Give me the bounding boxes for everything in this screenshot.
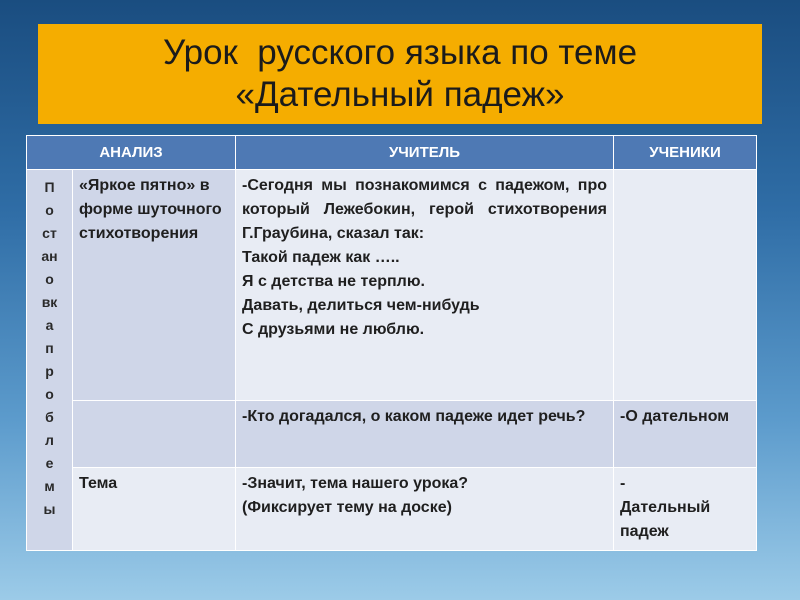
- teacher-text: [236, 468, 613, 526]
- vertical-label-part: м: [44, 478, 55, 494]
- analysis-text: «Яркое пятно» в форме шуточного стихотворения: [79, 177, 222, 242]
- students-line: падеж: [620, 523, 669, 540]
- table-row: [27, 401, 757, 468]
- table-row: [27, 468, 757, 551]
- vertical-label-part: о: [45, 271, 54, 287]
- students-line: Дательный: [620, 499, 711, 516]
- students-line: -: [620, 475, 626, 492]
- teacher-cell: [236, 468, 614, 551]
- teacher-text: -Кто догадался, о каком падеже идет речь?: [242, 408, 586, 425]
- vertical-label-part: о: [45, 202, 54, 218]
- vertical-label-part: вк: [41, 294, 58, 310]
- students-text: [614, 468, 756, 550]
- vertical-label-part: б: [45, 409, 54, 425]
- poem-line: Я с детства не терплю.: [242, 273, 425, 290]
- vertical-label-part: о: [45, 386, 54, 402]
- vertical-label-part: р: [45, 363, 54, 379]
- vertical-label-cell: [27, 170, 73, 551]
- slide-title: [38, 24, 762, 124]
- teacher-intro: -Сегодня мы познакомимся с падежом, про который Лежебокин, герой стихотворения Г.Граубина, сказал так:: [242, 177, 608, 242]
- table-header-row: [27, 136, 757, 170]
- students-cell: [614, 170, 757, 401]
- poem-line: Давать, делиться чем-нибудь: [242, 297, 480, 314]
- poem-line: С друзьями не люблю.: [242, 321, 425, 338]
- teacher-line: -Значит, тема нашего урока?: [242, 475, 469, 492]
- teacher-poem: [242, 246, 607, 342]
- header-students: УЧЕНИКИ: [614, 136, 757, 170]
- teacher-text: [236, 170, 613, 348]
- teacher-cell: [236, 401, 614, 468]
- vertical-label-part: е: [45, 455, 54, 471]
- teacher-cell: [236, 170, 614, 401]
- header-teacher: УЧИТЕЛЬ: [236, 136, 614, 170]
- students-text: -О дательном: [620, 408, 730, 425]
- teacher-line: (Фиксирует тему на доске): [242, 499, 452, 516]
- poem-line: Такой падеж как …..: [242, 249, 400, 266]
- vertical-label-part: ан: [41, 248, 58, 264]
- analysis-cell: [73, 468, 236, 551]
- vertical-label-part: ст: [42, 225, 57, 241]
- analysis-text: [73, 401, 235, 411]
- vertical-label-part: л: [45, 432, 54, 448]
- vertical-label-part: п: [45, 340, 54, 356]
- slide-title-line-2: «Дательный падеж»: [235, 75, 565, 114]
- analysis-cell: [73, 170, 236, 401]
- header-analysis: АНАЛИЗ: [27, 136, 236, 170]
- lesson-table: [26, 135, 757, 551]
- analysis-text: Тема: [79, 475, 118, 492]
- vertical-label-part: ы: [43, 501, 56, 517]
- students-cell: [614, 401, 757, 468]
- students-text: [614, 170, 756, 180]
- vertical-label: [27, 170, 72, 521]
- students-cell: [614, 468, 757, 551]
- analysis-cell: [73, 401, 236, 468]
- vertical-label-part: а: [45, 317, 54, 333]
- vertical-label-part: П: [44, 179, 55, 195]
- table-row: [27, 170, 757, 401]
- slide-title-line-1: Урок русского языка по теме: [162, 33, 638, 72]
